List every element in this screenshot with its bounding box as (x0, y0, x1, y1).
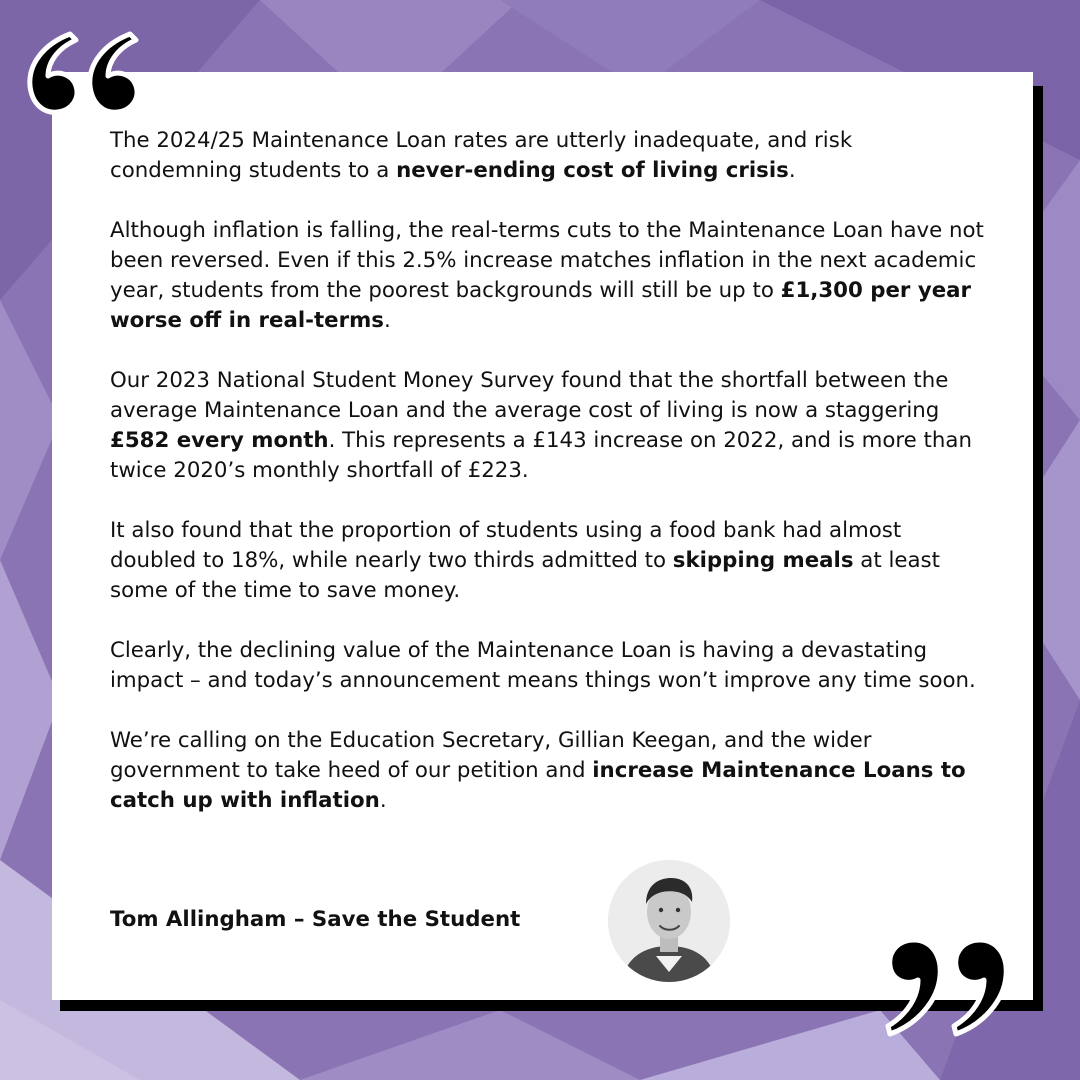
paragraph-text: . This represents a £143 increase on 2022, and is more than twice 2020’s monthly shortfall of £223. (110, 428, 972, 483)
paragraph-text: . (788, 158, 796, 183)
emphasis-text: £582 every month (110, 428, 329, 453)
paragraph-text: Our 2023 National Student Money Survey found that the shortfall between the average Maintenance Loan and the average cost of living is now a staggering (110, 368, 949, 423)
paragraph-text: It also found that the proportion of students using a food bank had almost doubled to 18%, while nearly two thirds admitted to (110, 518, 902, 573)
quote-paragraph (110, 216, 985, 336)
quote-body (110, 126, 985, 846)
paragraph-text: The 2024/25 Maintenance Loan rates are utterly inadequate, and risk condemning students to a (110, 128, 853, 183)
quote-paragraph (110, 366, 985, 486)
paragraph-text: Although inflation is falling, the real-terms cuts to the Maintenance Loan have not been reversed. Even if this 2.5% increase matches inflation in the next academic year, students from the poorest backgrounds will still be up to (110, 218, 984, 303)
paragraph-text: at least some of the time to save money. (110, 548, 940, 603)
emphasis-text: increase Maintenance Loans to catch up with inflation (110, 758, 966, 813)
paragraph-text: Clearly, the declining value of the Maintenance Loan is having a devastating impact – and today’s announcement means things won’t improve any time soon. (110, 638, 976, 693)
attribution: Tom Allingham – Save the Student (110, 907, 521, 932)
paragraph-text: . (379, 788, 387, 813)
quote-paragraph (110, 636, 985, 696)
avatar (608, 860, 730, 982)
emphasis-text: skipping meals (672, 548, 854, 573)
emphasis-text: never-ending cost of living crisis (396, 158, 789, 183)
close-quote-icon (880, 934, 1020, 1042)
open-quote-icon (22, 26, 144, 118)
quote-paragraph (110, 126, 985, 186)
paragraph-text: We’re calling on the Education Secretary, Gillian Keegan, and the wider government to take heed of our petition and (110, 728, 872, 783)
paragraph-text: . (383, 308, 391, 333)
quote-paragraph (110, 726, 985, 816)
emphasis-text: £1,300 per year worse off in real-terms (110, 278, 972, 333)
quote-paragraph (110, 516, 985, 606)
